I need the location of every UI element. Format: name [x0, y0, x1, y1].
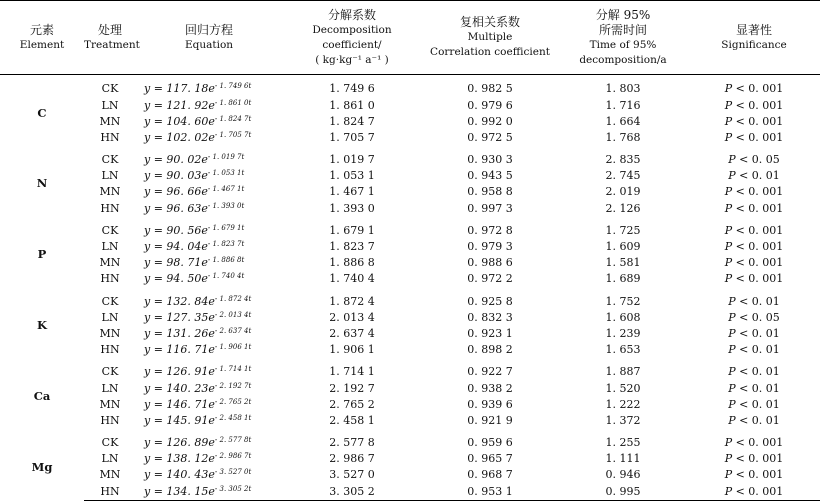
treatment-cell: CK	[101, 223, 119, 237]
equation-base: y = 134. 15e	[144, 484, 215, 498]
treatment-cell: MN	[99, 114, 121, 128]
treatment-cell: LN	[101, 98, 119, 112]
equation-cell	[136, 168, 282, 184]
correlation-cell: 0. 922 7	[467, 365, 513, 379]
coefficient-cell: 1. 872 4	[329, 294, 375, 308]
header-correlation: 复相关系数 Multiple Correlation coefficient	[422, 1, 558, 75]
equation-base: y = 126. 91e	[144, 365, 215, 379]
treatment-cell: CK	[101, 294, 119, 308]
equation-exponent: - 2. 013 4t	[214, 310, 252, 319]
significance-value: < 0. 001	[732, 114, 784, 128]
significance-value: < 0. 001	[732, 82, 784, 96]
significance-cell	[688, 217, 820, 239]
significance-p: P	[728, 413, 736, 427]
significance-value: < 0. 001	[732, 98, 784, 112]
time-cell: 1. 255	[605, 436, 641, 450]
treatment-cell: HN	[84, 483, 136, 500]
time-cell: 2. 019	[605, 185, 641, 199]
table-row	[0, 358, 820, 380]
equation-exponent: - 1. 749 6t	[214, 82, 252, 91]
equation-base: y = 96. 63e	[144, 201, 208, 215]
coefficient-cell: 1. 824 7	[329, 114, 375, 128]
correlation-cell: 0. 972 8	[467, 223, 513, 237]
correlation-cell: 0. 925 8	[467, 294, 513, 308]
significance-cell	[688, 271, 820, 287]
significance-p: P	[724, 452, 733, 466]
equation-exponent: - 1. 705 7t	[214, 130, 252, 139]
significance-p: P	[724, 201, 733, 215]
correlation-cell: 0. 979 3	[467, 240, 513, 254]
equation-cell	[136, 75, 282, 98]
significance-p: P	[728, 365, 736, 379]
time-cell: 2. 126	[605, 201, 641, 215]
significance-cell	[688, 396, 820, 412]
significance-value: < 0. 01	[735, 397, 780, 411]
equation-base: y = 140. 23e	[144, 381, 215, 395]
header-coefficient: 分解系数 Decomposition coefficient/ ( kg·kg⁻¹ a⁻¹ )	[282, 1, 422, 75]
equation-exponent: - 1. 906 1t	[214, 343, 252, 352]
significance-value: < 0. 01	[735, 169, 780, 183]
coefficient-cell: 1. 019 7	[329, 153, 375, 167]
treatment-cell: LN	[101, 240, 119, 254]
correlation-cell: 0. 943 5	[467, 169, 513, 183]
significance-cell	[688, 75, 820, 98]
correlation-cell: 0. 982 5	[467, 82, 513, 96]
treatment-cell: LN	[101, 452, 119, 466]
table-row	[0, 380, 820, 396]
table-header	[0, 1, 820, 75]
significance-cell	[688, 184, 820, 200]
treatment-cell: MN	[99, 397, 121, 411]
equation-base: y = 102. 02e	[144, 130, 215, 144]
significance-cell	[688, 146, 820, 168]
significance-cell	[688, 255, 820, 271]
coefficient-cell: 2. 458 1	[329, 413, 375, 427]
significance-value: < 0. 001	[732, 468, 784, 482]
time-cell: 1. 609	[605, 240, 641, 254]
equation-base: y = 94. 04e	[144, 240, 208, 254]
coefficient-cell: 1. 823 7	[329, 240, 375, 254]
equation-base: y = 126. 89e	[144, 436, 215, 450]
significance-value: < 0. 05	[735, 310, 780, 324]
element-cell: C	[37, 105, 47, 120]
significance-value: < 0. 001	[732, 130, 784, 144]
significance-p: P	[724, 436, 733, 450]
equation-exponent: - 1. 823 7t	[207, 240, 245, 249]
significance-cell	[688, 287, 820, 309]
equation-cell	[136, 396, 282, 412]
significance-cell	[688, 380, 820, 396]
significance-value: < 0. 001	[732, 240, 784, 254]
treatment-cell: LN	[101, 381, 119, 395]
significance-p: P	[728, 294, 736, 308]
correlation-cell: 0. 959 6	[467, 436, 513, 450]
coefficient-cell: 1. 705 7	[329, 130, 375, 144]
element-cell: N	[36, 176, 48, 191]
significance-p: P	[728, 397, 736, 411]
equation-cell	[136, 217, 282, 239]
time-cell: 1. 725	[605, 223, 641, 237]
equation-exponent: - 1. 740 4t	[207, 272, 245, 281]
equation-exponent: - 1. 861 0t	[214, 98, 252, 107]
correlation-cell: 0. 898 2	[467, 343, 513, 357]
coefficient-cell: 1. 740 4	[329, 272, 375, 286]
correlation-cell: 0. 939 6	[467, 397, 513, 411]
significance-value: < 0. 001	[732, 201, 784, 215]
significance-value: < 0. 001	[732, 272, 784, 286]
treatment-cell: CK	[101, 82, 119, 96]
header-equation: 回归方程 Equation	[136, 1, 282, 75]
coefficient-cell: 3. 527 0	[329, 468, 375, 482]
equation-exponent: - 2. 577 8t	[214, 436, 252, 445]
significance-value: < 0. 01	[735, 343, 780, 357]
time-cell: 1. 887	[605, 365, 641, 379]
table-row	[0, 271, 820, 287]
correlation-cell: 0. 992 0	[467, 114, 513, 128]
element-group	[0, 75, 820, 146]
significance-p: P	[724, 256, 733, 270]
significance-p: P	[724, 185, 733, 199]
coefficient-cell: 2. 986 7	[329, 452, 375, 466]
significance-value: < 0. 01	[735, 365, 780, 379]
significance-value: < 0. 001	[732, 256, 784, 270]
element-cell: Ca	[33, 388, 51, 403]
significance-cell	[688, 168, 820, 184]
coefficient-cell: 1. 053 1	[329, 169, 375, 183]
table-row	[0, 168, 820, 184]
time-cell: 1. 768	[605, 130, 641, 144]
significance-p: P	[724, 98, 733, 112]
time-cell: 1. 581	[605, 256, 641, 270]
table-row	[0, 239, 820, 255]
equation-base: y = 132. 84e	[144, 294, 215, 308]
significance-cell	[688, 130, 820, 146]
time-cell: 1. 608	[605, 310, 641, 324]
table-row	[0, 130, 820, 146]
correlation-cell: 0. 958 8	[467, 185, 513, 199]
significance-cell	[688, 97, 820, 113]
table-row	[0, 217, 820, 239]
equation-exponent: - 2. 192 7t	[214, 381, 252, 390]
table-row	[0, 309, 820, 325]
time-cell: 1. 664	[605, 114, 641, 128]
table-row	[0, 113, 820, 129]
time-cell: 1. 689	[605, 272, 641, 286]
significance-cell	[688, 309, 820, 325]
time-cell: 1. 716	[605, 98, 641, 112]
significance-p: P	[724, 240, 733, 254]
element-cell: P	[37, 247, 47, 262]
significance-cell	[688, 467, 820, 483]
equation-exponent: - 2. 986 7t	[214, 452, 252, 461]
equation-base: y = 146. 71e	[144, 397, 215, 411]
equation-cell	[136, 184, 282, 200]
treatment-cell: MN	[99, 256, 121, 270]
equation-cell	[136, 451, 282, 467]
table-row	[0, 146, 820, 168]
element-cell: Mg	[31, 459, 53, 474]
significance-p: P	[728, 310, 736, 324]
coefficient-cell: 1. 861 0	[329, 98, 375, 112]
equation-cell	[136, 271, 282, 287]
equation-cell	[136, 287, 282, 309]
correlation-cell: 0. 923 1	[467, 326, 513, 340]
significance-cell	[688, 113, 820, 129]
treatment-cell: LN	[101, 169, 119, 183]
coefficient-cell: 2. 192 7	[329, 381, 375, 395]
table-row	[0, 75, 820, 98]
time-cell: 1. 222	[605, 397, 641, 411]
element-group	[0, 217, 820, 288]
significance-value: < 0. 001	[732, 436, 784, 450]
correlation-cell: 0. 972 5	[467, 130, 513, 144]
significance-p: P	[724, 468, 733, 482]
table-row	[0, 200, 820, 216]
coefficient-cell: 2. 637 4	[329, 326, 375, 340]
significance-p: P	[724, 82, 733, 96]
time-cell: 0. 946	[605, 468, 641, 482]
correlation-cell: 0. 930 3	[467, 153, 513, 167]
significance-value: < 0. 05	[735, 153, 780, 167]
equation-base: y = 116. 71e	[144, 343, 215, 357]
correlation-cell: 0. 965 7	[467, 452, 513, 466]
equation-cell	[136, 97, 282, 113]
equation-cell	[136, 130, 282, 146]
significance-value: < 0. 01	[735, 413, 780, 427]
header-significance: 显著性 Significance	[688, 1, 820, 75]
table-row	[0, 396, 820, 412]
equation-base: y = 127. 35e	[144, 310, 215, 324]
table-row	[0, 342, 820, 358]
treatment-cell: MN	[99, 326, 121, 340]
equation-exponent: - 3. 305 2t	[214, 484, 252, 493]
treatment-cell: HN	[100, 343, 120, 357]
equation-cell	[136, 467, 282, 483]
equation-exponent: - 1. 467 1t	[207, 185, 245, 194]
equation-cell	[136, 413, 282, 429]
time-cell: 1. 653	[605, 343, 641, 357]
significance-cell	[688, 413, 820, 429]
equation-cell	[136, 342, 282, 358]
equation-cell	[136, 255, 282, 271]
treatment-cell: MN	[99, 185, 121, 199]
significance-value: < 0. 001	[732, 484, 784, 498]
table-row	[0, 413, 820, 429]
equation-base: y = 131. 26e	[144, 326, 215, 340]
equation-exponent: - 1. 053 1t	[207, 169, 245, 178]
table-row	[0, 326, 820, 342]
correlation-cell: 0. 938 2	[467, 381, 513, 395]
equation-exponent: - 1. 714 1t	[214, 365, 252, 374]
equation-base: y = 140. 43e	[144, 468, 215, 482]
significance-cell	[688, 429, 820, 451]
treatment-cell: HN	[100, 130, 120, 144]
treatment-cell: HN	[100, 201, 120, 215]
correlation-cell: 0. 832 3	[467, 310, 513, 324]
time-cell: 2. 745	[605, 169, 641, 183]
equation-exponent: - 1. 393 0t	[207, 201, 245, 210]
treatment-cell: CK	[101, 365, 119, 379]
time-cell: 1. 520	[605, 381, 641, 395]
significance-cell	[688, 326, 820, 342]
equation-base: y = 94. 50e	[144, 272, 208, 286]
time-cell: 0. 995	[558, 483, 688, 500]
equation-exponent: - 1. 824 7t	[214, 114, 252, 123]
correlation-cell: 0. 979 6	[467, 98, 513, 112]
equation-cell	[136, 239, 282, 255]
treatment-cell: CK	[101, 153, 119, 167]
coefficient-cell: 2. 765 2	[329, 397, 375, 411]
time-cell: 1. 752	[605, 294, 641, 308]
coefficient-cell: 2. 013 4	[329, 310, 375, 324]
equation-cell	[136, 380, 282, 396]
equation-cell	[136, 200, 282, 216]
equation-base: y = 90. 02e	[144, 153, 208, 167]
equation-exponent: - 1. 019 7t	[207, 153, 245, 162]
header-treatment: 处理 Treatment	[84, 1, 136, 75]
correlation-cell: 0. 997 3	[467, 201, 513, 215]
significance-p: P	[728, 326, 736, 340]
correlation-cell: 0. 953 1	[422, 483, 558, 500]
equation-exponent: - 1. 679 1t	[207, 223, 245, 232]
equation-cell	[136, 309, 282, 325]
equation-cell	[136, 146, 282, 168]
element-group	[0, 146, 820, 217]
significance-value: < 0. 01	[735, 294, 780, 308]
table-row	[0, 483, 820, 500]
coefficient-cell: 1. 393 0	[329, 201, 375, 215]
table-row	[0, 451, 820, 467]
equation-exponent: - 2. 765 2t	[214, 397, 252, 406]
coefficient-cell: 3. 305 2	[282, 483, 422, 500]
significance-p: P	[728, 153, 736, 167]
coefficient-cell: 1. 714 1	[329, 365, 375, 379]
correlation-cell: 0. 988 6	[467, 256, 513, 270]
treatment-cell: HN	[100, 413, 120, 427]
treatment-cell: MN	[99, 468, 121, 482]
coefficient-cell: 1. 749 6	[329, 82, 375, 96]
equation-base: y = 117. 18e	[144, 82, 215, 96]
equation-base: y = 90. 56e	[144, 223, 208, 237]
equation-cell	[136, 326, 282, 342]
significance-p: P	[724, 223, 733, 237]
significance-value: < 0. 001	[732, 223, 784, 237]
coefficient-cell: 1. 467 1	[329, 185, 375, 199]
significance-p: P	[728, 169, 736, 183]
significance-value: < 0. 001	[732, 185, 784, 199]
correlation-cell: 0. 972 2	[467, 272, 513, 286]
equation-exponent: - 2. 637 4t	[214, 326, 252, 335]
time-cell: 1. 239	[605, 326, 641, 340]
significance-value: < 0. 01	[735, 326, 780, 340]
equation-exponent: - 1. 872 4t	[214, 294, 252, 303]
significance-cell	[688, 358, 820, 380]
table-row	[0, 467, 820, 483]
equation-cell	[136, 113, 282, 129]
significance-p: P	[724, 130, 733, 144]
time-cell: 2. 835	[605, 153, 641, 167]
coefficient-cell: 1. 886 8	[329, 256, 375, 270]
significance-p: P	[728, 343, 736, 357]
time-cell: 1. 803	[605, 82, 641, 96]
significance-p: P	[724, 272, 733, 286]
element-group	[0, 287, 820, 358]
table-row	[0, 97, 820, 113]
equation-exponent: - 2. 458 1t	[214, 413, 252, 422]
equation-base: y = 145. 91e	[144, 413, 215, 427]
table-row	[0, 287, 820, 309]
header-element: 元素 Element	[0, 1, 84, 75]
element-cell: K	[37, 317, 47, 332]
significance-p: P	[728, 381, 736, 395]
significance-cell	[688, 451, 820, 467]
table-row	[0, 184, 820, 200]
table-row	[0, 255, 820, 271]
significance-cell	[688, 342, 820, 358]
coefficient-cell: 2. 577 8	[329, 436, 375, 450]
equation-exponent: - 1. 886 8t	[207, 256, 245, 265]
treatment-cell: LN	[101, 310, 119, 324]
equation-base: y = 90. 03e	[144, 169, 208, 183]
treatment-cell: HN	[100, 272, 120, 286]
coefficient-cell: 1. 679 1	[329, 223, 375, 237]
equation-base: y = 96. 66e	[144, 185, 208, 199]
significance-cell	[688, 239, 820, 255]
significance-cell	[688, 200, 820, 216]
equation-cell	[136, 358, 282, 380]
equation-base: y = 138. 12e	[144, 452, 215, 466]
significance-p: P	[724, 484, 733, 498]
time-cell: 1. 372	[605, 413, 641, 427]
equation-base: y = 121. 92e	[144, 98, 215, 112]
significance-value: < 0. 01	[735, 381, 780, 395]
time-cell: 1. 111	[605, 452, 641, 466]
equation-base: y = 98. 71e	[144, 256, 208, 270]
element-group	[0, 429, 820, 500]
coefficient-cell: 1. 906 1	[329, 343, 375, 357]
equation-cell	[136, 483, 282, 500]
equation-cell	[136, 429, 282, 451]
element-group	[0, 358, 820, 429]
correlation-cell: 0. 968 7	[467, 468, 513, 482]
significance-p: P	[724, 114, 733, 128]
table-row	[0, 429, 820, 451]
equation-base: y = 104. 60e	[144, 114, 215, 128]
header-time: 分解 95% 所需时间 Time of 95% decomposition/a	[558, 1, 688, 75]
significance-value: < 0. 001	[732, 452, 784, 466]
correlation-cell: 0. 921 9	[467, 413, 513, 427]
equation-exponent: - 3. 527 0t	[214, 468, 252, 477]
treatment-cell: CK	[101, 436, 119, 450]
significance-cell	[688, 483, 820, 500]
